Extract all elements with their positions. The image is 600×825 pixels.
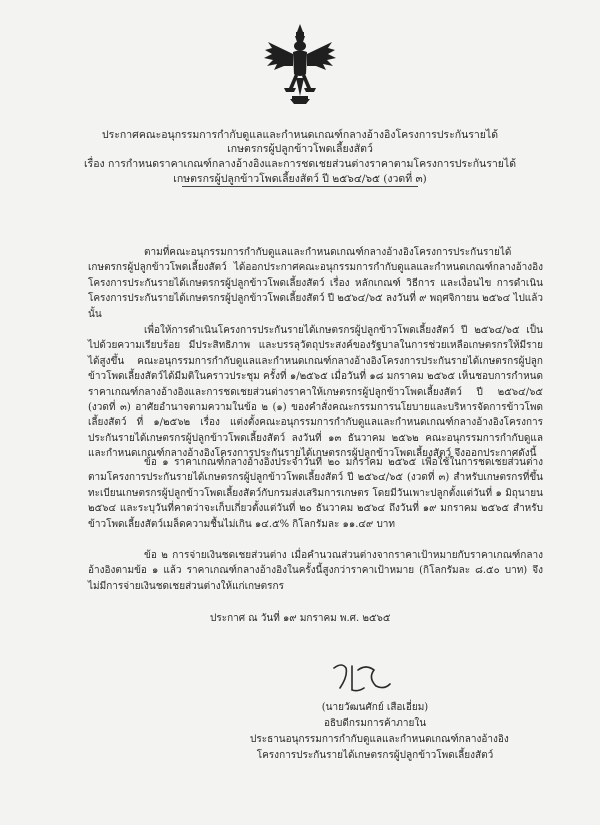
clause-2 [88, 548, 543, 594]
clause-text: ข้อ ๒ การจ่ายเงินชดเชยส่วนต่าง เมื่อคำนวณส่วนต่างจากราคาเป้าหมายกับราคาเกณฑ์กลางอ้างอิงตามข้อ ๑ แล้ว ราคาเกณฑ์กลางอ้างอิงในครั้งนี้สูงกว่าราคาเป้าหมาย (กิโลกรัมละ ๘.๕๐ บาท) จึงไม่มีการจ่ายเงินชดเชยส่วนต่างให้แก่เกษตรกร [88, 550, 543, 592]
title-underline [182, 186, 418, 187]
paragraph-text: ตามที่คณะอนุกรรมการกำกับดูแลและกำหนดเกณฑ์กลางอ้างอิงโครงการประกันรายได้เกษตรกรผู้ปลูกข้าวโพดเลี้ยงสัตว์ ได้ออกประกาศคณะอนุกรรมการกำกับดูแลและกำหนดเกณฑ์กลางอ้างอิงโครงการประกันรายได้เกษตรกรผู้ปลูกข้าวโพดเลี้ยงสัตว์ เรื่อง หลักเกณฑ์ วิธีการ และเงื่อนไข การดำเนินโครงการประกันรายได้เกษตรกรผู้ปลูกข้าวโพดเลี้ยงสัตว์ ปี ๒๕๖๔/๖๕ ลงวันที่ ๙ พฤศจิกายน ๒๕๖๔ ไปแล้ว นั้น [88, 247, 543, 320]
paragraph-resolution [88, 323, 543, 462]
announcement-title: ประกาศคณะอนุกรรมการกำกับดูแลและกำหนดเกณฑ์กลางอ้างอิงโครงการประกันรายได้ [101, 129, 499, 141]
signatory-role: ประธานอนุกรรมการกำกับดูแลและกำหนดเกณฑ์กลางอ้างอิง [250, 734, 509, 745]
signature [328, 658, 398, 698]
garuda-emblem [262, 22, 338, 106]
clause-1 [88, 455, 543, 532]
paragraph-text: เพื่อให้การดำเนินโครงการประกันรายได้เกษตรกรผู้ปลูกข้าวโพดเลี้ยงสัตว์ ปี ๒๕๖๔/๖๕ เป็นไปด้วยความเรียบร้อย มีประสิทธิภาพ และบรรลุวัตถุประสงค์ของรัฐบาลในการช่วยเหลือเกษตรกรให้มีรายได้สูงขึ้น คณะอนุกรรมการกำกับดูแลและกำหนดเกณฑ์กลางอ้างอิงโครงการประกันรายได้เกษตรกรผู้ปลูกข้าวโพดเลี้ยงสัตว์ได้มีมติในคราวประชุม ครั้งที่ ๑/๒๕๖๕ เมื่อวันที่ ๑๘ มกราคม ๒๕๖๕ เห็นชอบการกำหนดราคาเกณฑ์กลางอ้างอิงและการชดเชยส่วนต่างราคาให้เกษตรกรผู้ปลูกข้าวโพดเลี้ยงสัตว์ ปี ๒๕๖๔/๖๕ (งวดที่ ๓) อาศัยอำนาจตามความในข้อ ๒ (๑) ของคำสั่งคณะกรรมการนโยบายและบริหารจัดการข้าวโพดเลี้ยงสัตว์ ที่ ๑/๒๕๖๒ เรื่อง แต่งตั้งคณะอนุกรรมการกำกับดูแลและกำหนดเกณฑ์กลางอ้างอิงโครงการประกันรายได้เกษตรกรผู้ปลูกข้าวโพดเลี้ยงสัตว์ ลงวันที่ ๑๓ ธันวาคม ๒๕๖๒ คณะอนุกรรมการกำกับดูแลและกำหนดเกณฑ์กลางอ้างอิงโครงการประกันรายได้เกษตรกรผู้ปลูกข้าวโพดเลี้ยงสัตว์ จึงออกประกาศดังนี้ [88, 325, 543, 460]
announcement-date: ประกาศ ณ วันที่ ๑๙ มกราคม พ.ศ. ๒๕๖๕ [210, 613, 391, 624]
signatory-position: อธิบดีกรมการค้าภายใน [323, 718, 427, 729]
paragraph-background [88, 245, 543, 322]
subject-line: เรื่อง การกำหนดราคาเกณฑ์กลางอ้างอิงและการชดเชยส่วนต่างราคาตามโครงการประกันรายได้ [83, 158, 517, 170]
signatory-name: (นายวัฒนศักย์ เสือเอี่ยม) [321, 702, 429, 713]
signatory-project: โครงการประกันรายได้เกษตรกรผู้ปลูกข้าวโพดเลี้ยงสัตว์ [256, 750, 494, 761]
announcement-title-line2: เกษตรกรผู้ปลูกข้าวโพดเลี้ยงสัตว์ [227, 143, 373, 155]
subject-line2: เกษตรกรผู้ปลูกข้าวโพดเลี้ยงสัตว์ ปี ๒๕๖๔/๖๕ (งวดที่ ๓) [173, 173, 427, 185]
clause-text: ข้อ ๑ ราคาเกณฑ์กลางอ้างอิงประจำวันที่ ๒๐ มกราคม ๒๕๖๕ เพื่อใช้ในการชดเชยส่วนต่างตามโครงการประกันรายได้เกษตรกรผู้ปลูกข้าวโพดเลี้ยงสัตว์ ปี ๒๕๖๔/๖๕ (งวดที่ ๓) สำหรับเกษตรกรที่ขึ้นทะเบียนเกษตรกรผู้ปลูกข้าวโพดเลี้ยงสัตว์กับกรมส่งเสริมการเกษตร โดยมีวันเพาะปลูกตั้งแต่วันที่ ๑ มิถุนายน ๒๕๖๔ และระบุวันที่คาดว่าจะเก็บเกี่ยวตั้งแต่วันที่ ๒๐ ธันวาคม ๒๕๖๔ ถึงวันที่ ๑๙ มกราคม ๒๕๖๕ สำหรับข้าวโพดเลี้ยงสัตว์เมล็ดความชื้นไม่เกิน ๑๔.๕% กิโลกรัมละ ๑๑.๔๙ บาท [88, 457, 543, 530]
